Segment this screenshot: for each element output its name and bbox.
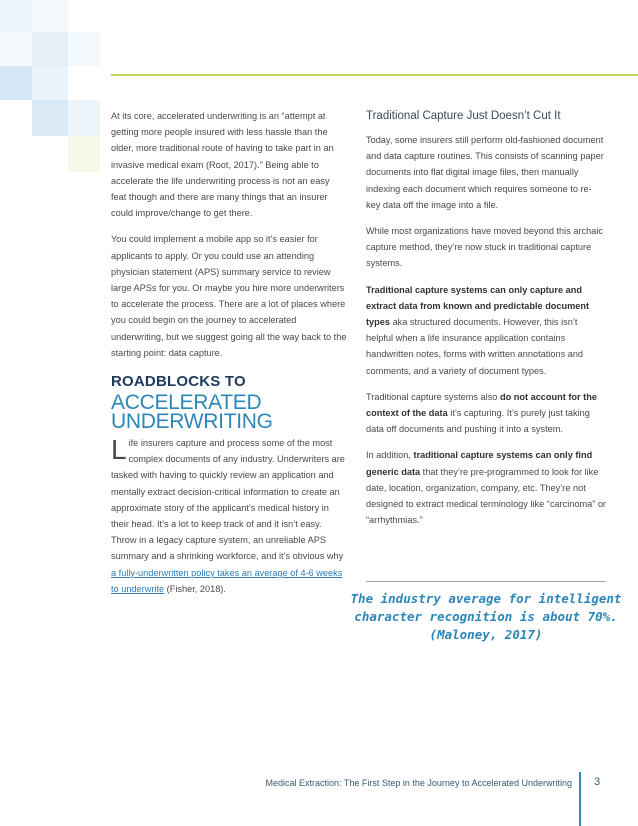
section-heading-large (111, 391, 347, 434)
decor-square (0, 66, 32, 100)
accent-rule (111, 74, 638, 76)
intro-paragraph: At its core, accelerated underwriting is an “attempt at getting more people insured with less hassle than the older, more traditional route of having to take part in an invasive medical exam (Root, 2017).” Being able to accelerate the life underwriting process is not an easy feat though and there are many things that an insurer could improve/change to get there. (111, 111, 334, 219)
context-paragraph (366, 389, 606, 438)
roadblocks-text: ife insurers capture and process some of the most complex documents of any industry. Underwriters are tasked with having to quickly review an application and mentally extract decision-critical information to create an approximate story of the applicant’s medical history in their head. It’s a lot to keep track of and it isn’t easy. Throw in a legacy capture system, an unreliable APS summary and a shrinking workforce, and it’s obvious why (111, 438, 345, 562)
decor-square (68, 100, 100, 136)
page-number: 3 (594, 776, 601, 788)
footer-divider (579, 772, 581, 826)
left-column (111, 108, 347, 607)
decor-square (68, 136, 100, 172)
decor-square (32, 32, 68, 66)
traditional-capture-heading: Traditional Capture Just Doesn’t Cut It (366, 110, 561, 122)
paragraph-text: it’s capturing. It’s purely just taking data off documents and pushing it into a system. (366, 408, 590, 435)
decor-square (32, 66, 68, 100)
known-types-paragraph (366, 282, 606, 379)
decor-square (32, 100, 68, 136)
quote-divider (366, 581, 606, 582)
decor-square (68, 32, 100, 66)
bold-phrase: Traditional capture systems can only capture and extract data from known and predictable document types (366, 284, 590, 328)
decor-square (0, 0, 32, 32)
paragraph-text: that they’re pre-programmed to look for like date, location, organization, company, etc. They’re not designed to extract medical terminology like “carcinoma” or “arrhythmias.” (366, 466, 606, 526)
paragraph-text: In addition, (366, 450, 414, 461)
decor-square (32, 0, 68, 32)
generic-data-paragraph (366, 447, 606, 528)
decor-square (0, 32, 32, 66)
drop-cap: L (111, 434, 127, 466)
section-heading-line-2: UNDERWRITING (111, 410, 273, 434)
pull-quote: The industry average for intelligent character recognition is about 70%. (Maloney, 2017) (350, 591, 622, 642)
options-paragraph: You could implement a mobile app so it’s easier for applicants to apply. Or you could use an attending physician statement (APS) summary service to review large APSs for you. Or maybe you hire more underwriters to accelerate the process. There are a lot of places where you could begin on the journey to accelerated underwriting, but we suggest going all the way back to the starting point: data capture. (111, 234, 347, 358)
paragraph-text: aka structured documents. However, this isn’t helpful when a life insurance application contains handwritten notes, forms with written annotations and comments, and a variety of document types. (366, 317, 584, 376)
right-column (366, 108, 606, 538)
fisher-link[interactable]: a fully-underwritten policy takes an average of 4-6 weeks to underwrite (111, 567, 343, 594)
bold-phrase: traditional capture systems can only find generic data (366, 450, 593, 477)
citation-text: (Fisher, 2018). (164, 583, 226, 594)
section-heading-small: ROADBLOCKS TO (111, 373, 246, 391)
bold-phrase: do not account for the context of the data (366, 391, 597, 419)
paragraph-text: Traditional capture systems also (366, 391, 500, 402)
section-heading-line-1: ACCELERATED (111, 391, 262, 415)
stuck-paragraph: While most organizations have moved beyond this archaic capture method, they’re now stuck in traditional capture systems. (366, 226, 603, 269)
footer-title: Medical Extraction: The First Step in the Journey to Accelerated Underwriting (265, 778, 572, 788)
roadblocks-paragraph (111, 435, 347, 597)
old-fashioned-paragraph: Today, some insurers still perform old-fashioned document and data capture routines. This consists of scanning paper documents into flat digital image files, then manually indexing each document which requires someone to re-key data off the image into a file. (366, 135, 604, 210)
